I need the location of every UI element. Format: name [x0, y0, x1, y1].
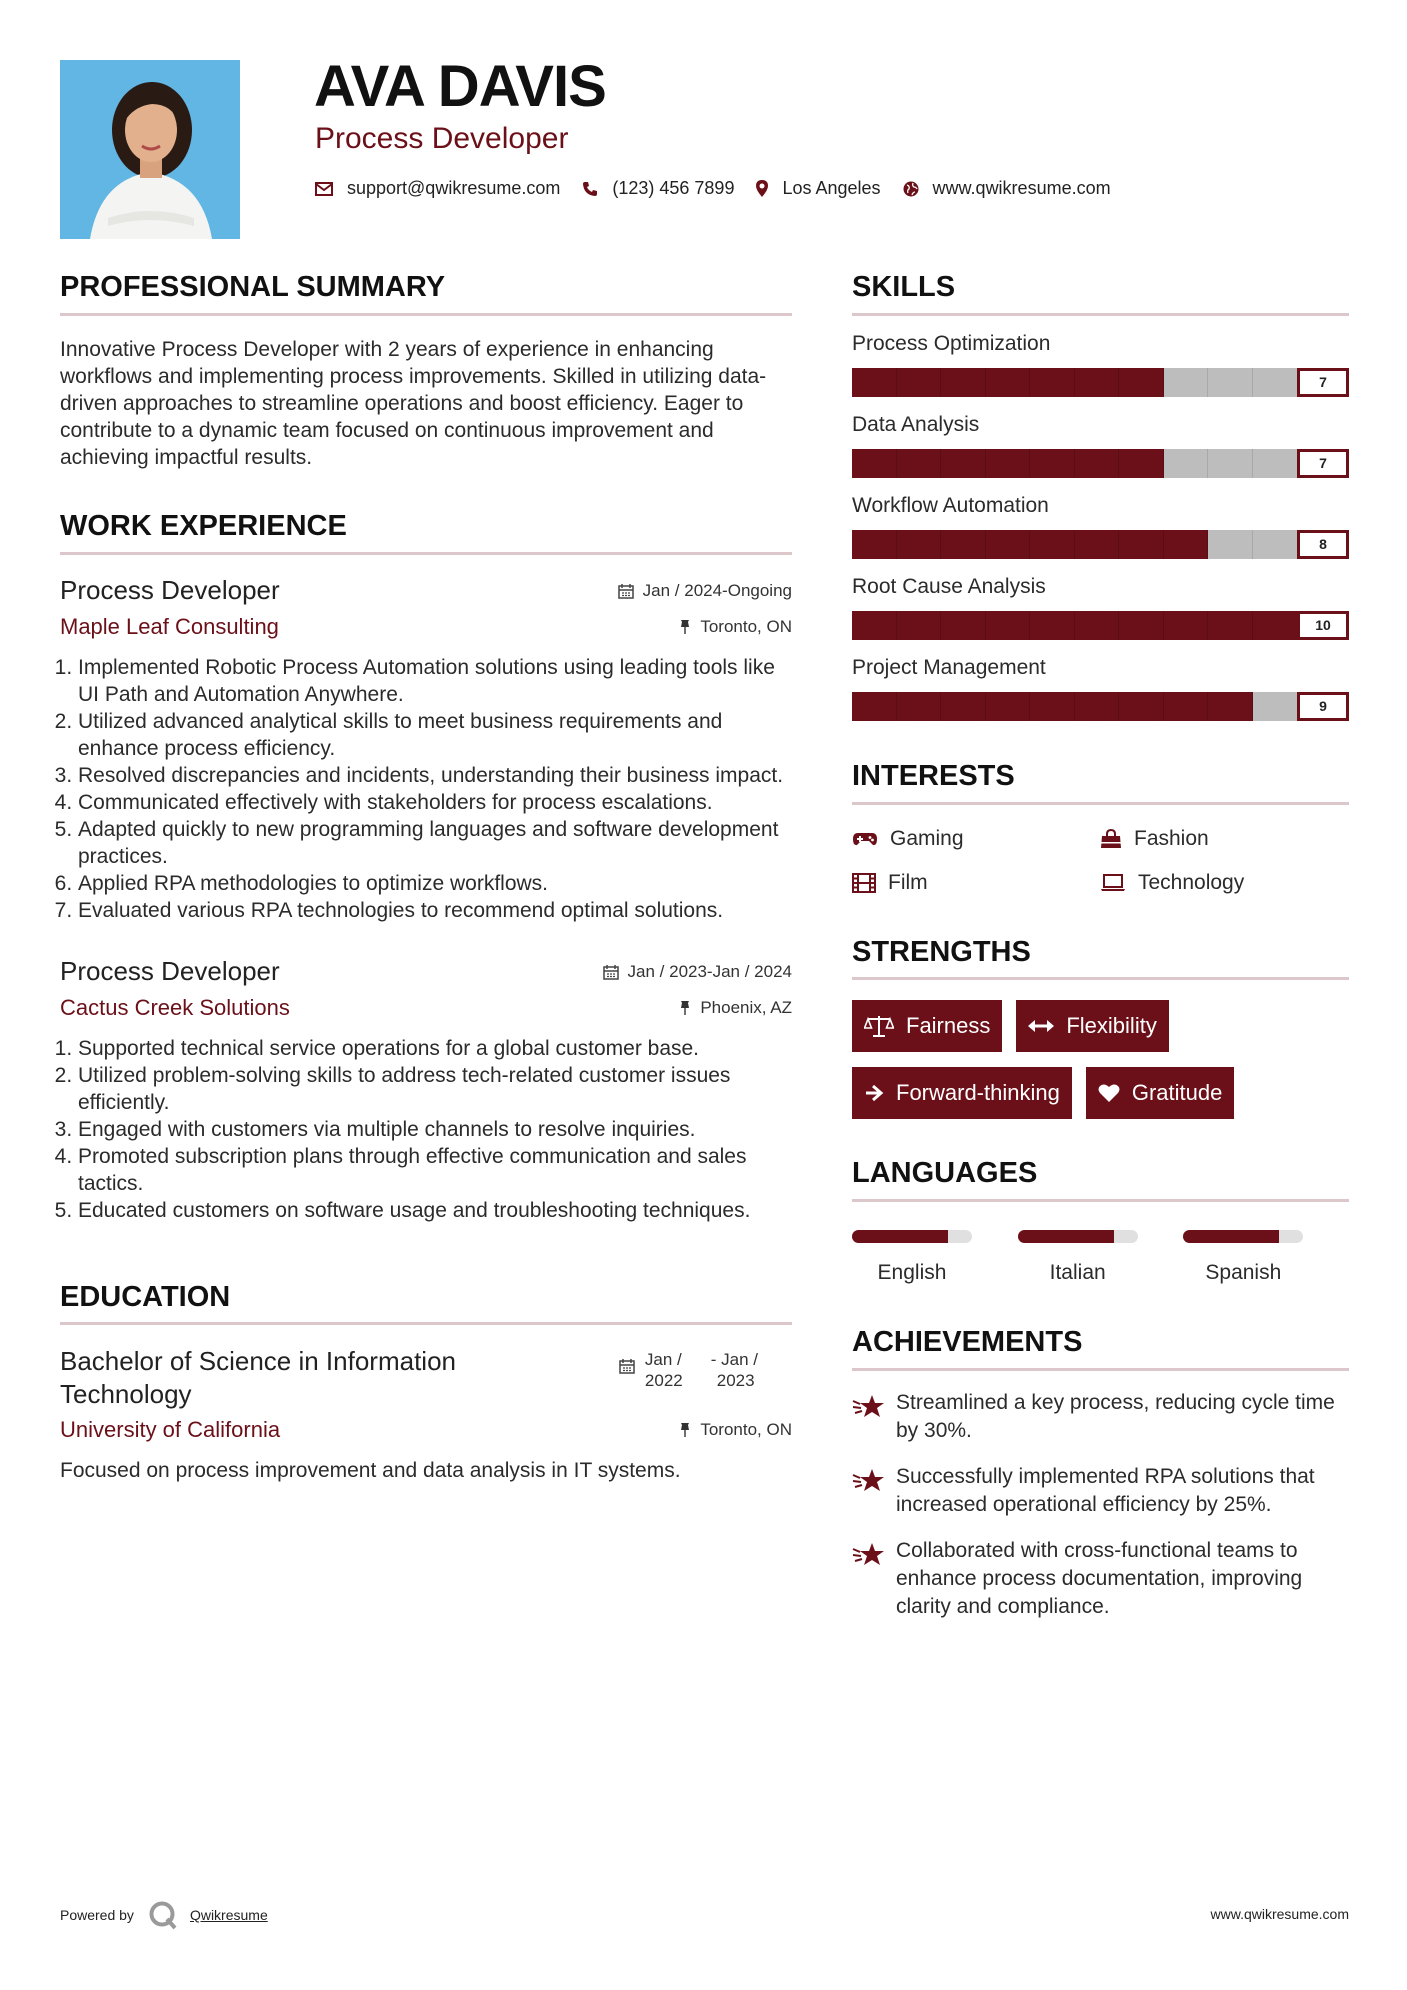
- skill-segment: [1075, 449, 1120, 478]
- language-item: [1018, 1230, 1184, 1285]
- skill-level-number: 7: [1297, 449, 1349, 478]
- calendar-icon: [619, 1358, 635, 1374]
- section-divider: [852, 802, 1349, 805]
- list-item: 1. Implemented Robotic Process Automation solutions using leading tools like UI Path and Automation Anywhere.: [78, 654, 792, 708]
- achievements-section: [852, 1325, 1349, 1621]
- achievement-item: [852, 1463, 1349, 1519]
- candidate-name: AVA DAVIS: [314, 54, 606, 119]
- job-bullets: [60, 654, 792, 924]
- skill-name: Process Optimization: [852, 331, 1051, 355]
- skill-segment: [852, 692, 897, 721]
- achievement-item: [852, 1537, 1349, 1621]
- degree-line-2: Technology: [60, 1379, 192, 1410]
- profile-photo: [60, 60, 240, 239]
- website-text: www.qwikresume.com: [932, 178, 1111, 198]
- skill-segment: [986, 692, 1031, 721]
- strength-label: Flexibility: [1066, 1013, 1157, 1039]
- footer-powered-by: [60, 1900, 268, 1930]
- section-divider: [60, 313, 792, 316]
- interest-label: Gaming: [890, 826, 964, 850]
- skill-segment: [1253, 611, 1298, 640]
- skill-segment: [852, 611, 897, 640]
- skill-segment: [897, 449, 942, 478]
- strength-badge: [1016, 1000, 1168, 1052]
- left-column: [60, 270, 792, 1484]
- skill-segment: [1075, 530, 1120, 559]
- footer-website[interactable]: www.qwikresume.com: [1210, 1906, 1349, 1922]
- skill-segment: [1075, 692, 1120, 721]
- language-level-fill: [1183, 1230, 1279, 1243]
- location-text: Los Angeles: [782, 178, 881, 198]
- strength-badge: [852, 1000, 1002, 1052]
- job-company: Cactus Creek Solutions: [60, 994, 290, 1020]
- list-item: 7. Evaluated various RPA technologies to recommend optimal solutions.: [78, 897, 792, 924]
- skill-item: [852, 494, 1349, 559]
- list-item: 2. Utilized problem-solving skills to address tech-related customer issues efficiently.: [78, 1062, 792, 1116]
- education-location-text: Toronto, ON: [700, 1420, 792, 1440]
- section-divider: [60, 552, 792, 555]
- skill-segment: [852, 530, 897, 559]
- education-start-month: Jan /: [644, 1350, 682, 1370]
- calendar-icon: [618, 583, 634, 599]
- skill-segment: [1164, 611, 1209, 640]
- job-date: [618, 581, 792, 601]
- contact-location: [756, 178, 880, 199]
- experience-title: WORK EXPERIENCE: [60, 509, 347, 542]
- summary-text: Innovative Process Developer with 2 years of experience in enhancing workflows and implementing process improvements. Skilled in utilizing data-driven approaches to streamline operations and boost efficiency. Eager to contribute to a dynamic team focused on continuous improvement and achieving impactful results.: [60, 337, 767, 469]
- section-divider: [60, 1322, 792, 1325]
- skill-track: [852, 530, 1297, 559]
- achievement-text: Successfully implemented RPA solutions that increased operational efficiency by 25%.: [896, 1464, 1315, 1516]
- job-date: [603, 962, 792, 982]
- achievement-item: [852, 1389, 1349, 1445]
- job-entry-1: [60, 575, 792, 924]
- powered-by-text: Powered by: [60, 1907, 134, 1923]
- job-date-text: Jan / 2023-Jan / 2024: [627, 961, 792, 981]
- list-item: 6. Applied RPA methodologies to optimize workflows.: [78, 870, 792, 897]
- education-date: [619, 1349, 758, 1391]
- list-item: 1. Supported technical service operations for a global customer base.: [78, 1035, 792, 1062]
- map-pin-icon: [756, 180, 768, 197]
- strength-badge: [1086, 1067, 1235, 1119]
- envelope-icon: [315, 182, 333, 196]
- skill-segment: [1253, 530, 1298, 559]
- skill-level-number: 8: [1297, 530, 1349, 559]
- achievement-text: Collaborated with cross-functional teams to enhance process documentation, improving clarity and compliance.: [896, 1538, 1303, 1618]
- skill-segment: [1030, 368, 1075, 397]
- skill-item: [852, 575, 1349, 640]
- education-start: [645, 1349, 683, 1391]
- language-level-bar: [1018, 1230, 1138, 1243]
- email-text: support@qwikresume.com: [347, 178, 561, 198]
- laptop-icon: [1100, 874, 1126, 892]
- interests-title: INTERESTS: [852, 759, 1015, 792]
- pushpin-icon: [679, 1422, 691, 1438]
- job-bullets: [60, 1035, 792, 1224]
- education-end: [711, 1349, 758, 1391]
- skill-segment: [1075, 368, 1120, 397]
- strengths-list: [852, 1000, 1349, 1134]
- achievements-title: ACHIEVEMENTS: [852, 1326, 1083, 1359]
- language-name: English: [877, 1261, 947, 1285]
- skill-segment: [941, 368, 986, 397]
- skill-level-number: 9: [1297, 692, 1349, 721]
- candidate-role: Process Developer: [315, 122, 569, 155]
- skill-segment: [897, 368, 942, 397]
- skill-track: [852, 449, 1297, 478]
- skill-level-number: 7: [1297, 368, 1349, 397]
- strength-label: Forward-thinking: [896, 1080, 1060, 1106]
- language-name: Italian: [1049, 1261, 1106, 1285]
- skill-segment: [1164, 692, 1209, 721]
- strength-label: Gratitude: [1131, 1080, 1223, 1106]
- education-description: Focused on process improvement and data analysis in IT systems.: [60, 1459, 681, 1483]
- list-item: 3. Engaged with customers via multiple channels to resolve inquiries.: [78, 1116, 792, 1143]
- section-divider: [852, 1199, 1349, 1202]
- degree-line-1: Bachelor of Science in Information: [60, 1346, 456, 1377]
- skill-level-bar: [852, 368, 1349, 397]
- skill-segment: [1208, 368, 1253, 397]
- shooting-star-icon: [852, 1393, 886, 1419]
- qwikresume-logo-icon: [148, 1900, 178, 1930]
- skill-segment: [986, 368, 1031, 397]
- education-end-month: - Jan /: [710, 1350, 758, 1370]
- skill-segment: [1119, 449, 1164, 478]
- education-location: [679, 1420, 792, 1440]
- interests-grid: [852, 827, 1349, 895]
- education-end-year: 2023: [716, 1371, 755, 1391]
- skill-segment: [1253, 692, 1298, 721]
- languages-section: [852, 1156, 1349, 1285]
- summary-section: [60, 270, 792, 471]
- shopping-bag-icon: [1100, 829, 1122, 849]
- strengths-section: [852, 935, 1349, 1135]
- language-name: Spanish: [1205, 1261, 1282, 1285]
- skill-segment: [852, 449, 897, 478]
- right-column: [852, 270, 1349, 1621]
- contact-email[interactable]: [315, 178, 560, 199]
- language-level-fill: [852, 1230, 948, 1243]
- arrows-horizontal-icon: [1028, 1019, 1054, 1033]
- skill-level-bar: [852, 449, 1349, 478]
- language-level-bar: [1183, 1230, 1303, 1243]
- skill-name: Workflow Automation: [852, 493, 1049, 517]
- interest-label: Fashion: [1134, 826, 1209, 850]
- strength-badge: [852, 1067, 1072, 1119]
- interest-label: Film: [888, 870, 928, 894]
- summary-title: PROFESSIONAL SUMMARY: [60, 271, 446, 303]
- film-icon: [852, 873, 876, 893]
- skill-segment: [1164, 530, 1209, 559]
- skill-segment: [897, 530, 942, 559]
- skill-segment: [1075, 611, 1120, 640]
- calendar-icon: [603, 964, 619, 980]
- contact-phone[interactable]: [582, 178, 734, 199]
- arrow-right-icon: [864, 1083, 884, 1103]
- skill-segment: [1119, 368, 1164, 397]
- skill-segment: [1208, 692, 1253, 721]
- phone-icon: [582, 181, 598, 197]
- heart-icon: [1098, 1083, 1120, 1103]
- skill-segment: [1253, 368, 1298, 397]
- skill-segment: [986, 611, 1031, 640]
- skill-level-bar: [852, 611, 1349, 640]
- skill-track: [852, 368, 1297, 397]
- job-entry-2: [60, 956, 792, 1224]
- language-level-fill: [1018, 1230, 1114, 1243]
- degree-title: [60, 1345, 456, 1411]
- skills-list: [852, 332, 1349, 721]
- education-title: EDUCATION: [60, 1280, 231, 1313]
- achievements-list: [852, 1389, 1349, 1621]
- achievement-text: Streamlined a key process, reducing cycle time by 30%.: [896, 1390, 1335, 1442]
- job-date-text: Jan / 2024-Ongoing: [642, 580, 792, 600]
- interest-item: [1100, 827, 1348, 851]
- skill-segment: [1208, 611, 1253, 640]
- language-level-bar: [852, 1230, 972, 1243]
- skill-segment: [1030, 692, 1075, 721]
- school-name: University of California: [60, 1417, 281, 1443]
- skill-segment: [1208, 530, 1253, 559]
- job-location: [679, 617, 792, 637]
- education-start-year: 2022: [644, 1371, 683, 1391]
- languages-list: [852, 1230, 1349, 1285]
- strengths-title: STRENGTHS: [852, 935, 1031, 968]
- job-location-text: Phoenix, AZ: [700, 997, 792, 1017]
- job-location-text: Toronto, ON: [700, 616, 792, 636]
- section-divider: [852, 313, 1349, 316]
- skill-segment: [1119, 530, 1164, 559]
- list-item: 5. Adapted quickly to new programming languages and software development practices.: [78, 816, 792, 870]
- shooting-star-icon: [852, 1541, 886, 1567]
- skill-name: Project Management: [852, 655, 1046, 679]
- contact-website[interactable]: [903, 178, 1111, 199]
- skill-level-number: 10: [1297, 611, 1349, 640]
- skill-segment: [1208, 449, 1253, 478]
- skill-item: [852, 656, 1349, 721]
- skill-track: [852, 692, 1297, 721]
- interest-item: [852, 871, 1100, 895]
- language-item: [1183, 1230, 1349, 1285]
- interest-item: [1100, 871, 1348, 895]
- skill-name: Root Cause Analysis: [852, 574, 1046, 598]
- languages-title: LANGUAGES: [852, 1157, 1038, 1190]
- skill-level-bar: [852, 692, 1349, 721]
- pushpin-icon: [679, 1000, 691, 1016]
- skill-segment: [897, 611, 942, 640]
- interest-item: [852, 827, 1100, 851]
- shooting-star-icon: [852, 1467, 886, 1493]
- brand-link[interactable]: Qwikresume: [189, 1907, 268, 1923]
- globe-icon: [903, 181, 919, 197]
- skill-segment: [897, 692, 942, 721]
- balance-scale-icon: [864, 1015, 894, 1037]
- skill-segment: [941, 530, 986, 559]
- skill-segment: [1164, 449, 1209, 478]
- skill-segment: [1030, 611, 1075, 640]
- skill-track: [852, 611, 1297, 640]
- skill-segment: [1164, 368, 1209, 397]
- skill-segment: [986, 449, 1031, 478]
- skill-name: Data Analysis: [852, 412, 980, 436]
- skill-item: [852, 413, 1349, 478]
- language-item: [852, 1230, 1018, 1285]
- contact-row: [315, 178, 1133, 199]
- skill-item: [852, 332, 1349, 397]
- experience-section: [60, 509, 792, 1224]
- skill-segment: [852, 368, 897, 397]
- skill-level-bar: [852, 530, 1349, 559]
- strength-label: Fairness: [906, 1013, 991, 1039]
- job-title: Process Developer: [60, 574, 280, 605]
- skill-segment: [1119, 611, 1164, 640]
- person-portrait-icon: [60, 60, 240, 239]
- list-item: 2. Utilized advanced analytical skills to meet business requirements and enhance process efficiency.: [78, 708, 792, 762]
- skills-section: [852, 270, 1349, 721]
- gamepad-icon: [852, 831, 878, 847]
- skill-segment: [941, 449, 986, 478]
- skill-segment: [941, 611, 986, 640]
- skills-title: SKILLS: [852, 271, 956, 303]
- interests-section: [852, 759, 1349, 895]
- list-item: 4. Communicated effectively with stakeholders for process escalations.: [78, 789, 792, 816]
- job-title: Process Developer: [60, 955, 280, 986]
- skill-segment: [941, 692, 986, 721]
- section-divider: [852, 1368, 1349, 1371]
- skill-segment: [986, 530, 1031, 559]
- job-company: Maple Leaf Consulting: [60, 613, 279, 639]
- phone-text: (123) 456 7899: [612, 178, 735, 198]
- job-location: [679, 998, 792, 1018]
- pushpin-icon: [679, 619, 691, 635]
- list-item: 3. Resolved discrepancies and incidents, understanding their business impact.: [78, 762, 792, 789]
- list-item: 4. Promoted subscription plans through effective communication and sales tactics.: [78, 1143, 792, 1197]
- interest-label: Technology: [1138, 870, 1245, 894]
- skill-segment: [1030, 449, 1075, 478]
- education-section: [60, 1280, 792, 1485]
- list-item: 5. Educated customers on software usage and troubleshooting techniques.: [78, 1197, 792, 1224]
- skill-segment: [1253, 449, 1298, 478]
- skill-segment: [1119, 692, 1164, 721]
- section-divider: [852, 977, 1349, 980]
- skill-segment: [1030, 530, 1075, 559]
